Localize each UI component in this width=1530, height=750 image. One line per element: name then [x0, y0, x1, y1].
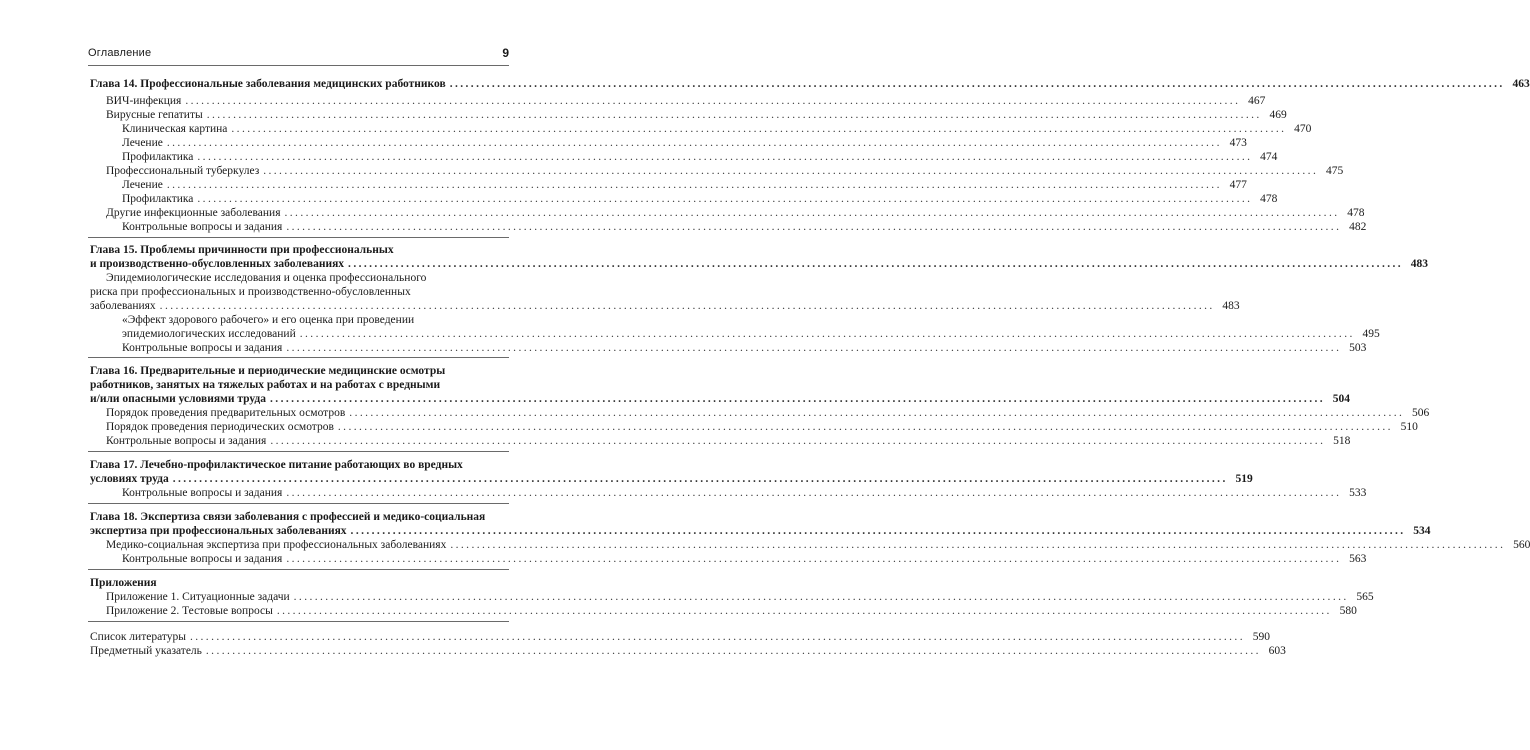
toc-entry-page: 519: [1235, 473, 1253, 485]
toc-entry-title: Контрольные вопросы и задания: [122, 553, 283, 565]
toc-entry-page: 560: [1513, 539, 1530, 551]
toc-entry[interactable]: [122, 122, 1312, 136]
dot-leader: ........................................................................................................................................................................................................: [166, 179, 1222, 191]
toc-entry[interactable]: [106, 206, 1365, 220]
toc-entry-chapter-14[interactable]: [90, 77, 1530, 91]
chapter-18-title-line[interactable]: Глава 18. Экспертиза связи заболевания с профессией и медико-социальная: [90, 511, 486, 523]
toc-entry-page: 503: [1349, 342, 1367, 354]
dot-leader: ........................................................................................................................................................................................................: [197, 193, 1253, 205]
toc-entry-title: Профилактика: [122, 151, 194, 163]
toc-entry[interactable]: [122, 327, 1380, 341]
toc-entry-title: Лечение: [122, 179, 163, 191]
toc-entry-page: 469: [1269, 109, 1287, 121]
toc-entry-page: 603: [1268, 645, 1286, 657]
toc-entry-references[interactable]: [90, 630, 1270, 644]
toc-entry-page: 495: [1362, 328, 1380, 340]
toc-entry-title: Лечение: [122, 137, 163, 149]
toc-entry-title: Порядок проведения периодических осмотров: [106, 421, 334, 433]
dot-leader: ........................................................................................................................................................................................................: [286, 487, 1342, 499]
toc-entry-page: 580: [1339, 605, 1357, 617]
toc-entry-index[interactable]: [90, 644, 1286, 658]
toc-entry[interactable]: [106, 164, 1344, 178]
toc-entry[interactable]: [106, 420, 1418, 434]
toc-entry-page: 475: [1325, 165, 1344, 177]
toc-entry[interactable]: [106, 108, 1287, 122]
section-divider: [88, 237, 509, 238]
dot-leader: ........................................................................................................................................................................................................: [337, 421, 1393, 433]
dot-leader: ........................................................................................................................................................................................................: [270, 435, 1326, 447]
dot-leader: ........................................................................................................................................................................................................: [293, 591, 1349, 603]
toc-entry-title: Предметный указатель: [90, 645, 202, 657]
toc-entry-page: 534: [1413, 525, 1431, 537]
dot-leader: ........................................................................................................................................................................................................: [205, 645, 1261, 657]
toc-entry-chapter-15[interactable]: [90, 257, 1429, 271]
toc-entry-title: Глава 14. Профессиональные заболевания медицинских работников: [90, 78, 446, 90]
dot-leader: ........................................................................................................................................................................................................: [185, 95, 1241, 107]
section-divider: [88, 621, 509, 622]
toc-entry[interactable]: [122, 178, 1247, 192]
toc-entry-title-line[interactable]: «Эффект здорового рабочего» и его оценка при проведении: [122, 314, 415, 326]
dot-leader: ........................................................................................................................................................................................................: [449, 78, 1505, 90]
toc-entry-title: условиях труда: [90, 473, 169, 485]
section-divider: [88, 503, 509, 504]
toc-entry-page: 563: [1349, 553, 1367, 565]
toc-entry-title: Контрольные вопросы и задания: [106, 435, 267, 447]
toc-entry-title: эпидемиологических исследований: [122, 328, 296, 340]
toc-entry[interactable]: [122, 150, 1278, 164]
toc-entry[interactable]: [90, 299, 1240, 313]
toc-entry[interactable]: [122, 341, 1367, 355]
toc-entry-chapter-17[interactable]: [90, 472, 1253, 486]
toc-entry-page: 478: [1260, 193, 1278, 205]
toc-entry-page: 482: [1349, 221, 1367, 233]
dot-leader: ........................................................................................................................................................................................................: [197, 151, 1253, 163]
toc-entry-title-line[interactable]: Эпидемиологические исследования и оценка профессионального: [106, 272, 427, 284]
toc-entry-title: Медико-социальная экспертиза при профессиональных заболеваниях: [106, 539, 447, 551]
toc-entry[interactable]: [106, 538, 1530, 552]
toc-entry[interactable]: [122, 192, 1278, 206]
toc-entry-title: Приложение 2. Тестовые вопросы: [106, 605, 273, 617]
toc-entry-page: 590: [1252, 631, 1270, 643]
toc-entry[interactable]: [122, 486, 1367, 500]
page-number: 9: [502, 46, 509, 60]
toc-entry[interactable]: [106, 406, 1430, 420]
toc-entry-title: Клиническая картина: [122, 123, 228, 135]
toc-entry-title: экспертиза при профессиональных заболеваниях: [90, 525, 347, 537]
dot-leader: ........................................................................................................................................................................................................: [270, 393, 1326, 405]
toc-entry[interactable]: [122, 136, 1247, 150]
toc-entry[interactable]: [106, 94, 1266, 108]
dot-leader: ........................................................................................................................................................................................................: [263, 165, 1319, 177]
toc-entry-page: 533: [1349, 487, 1367, 499]
dot-leader: ........................................................................................................................................................................................................: [276, 605, 1332, 617]
toc-entry[interactable]: [122, 552, 1367, 566]
toc-entry-title: Список литературы: [90, 631, 186, 643]
toc-entry-title: и производственно-обусловленных заболеваниях: [90, 258, 345, 270]
dot-leader: ........................................................................................................................................................................................................: [166, 137, 1222, 149]
dot-leader: ........................................................................................................................................................................................................: [284, 207, 1340, 219]
toc-entry-title: Контрольные вопросы и задания: [122, 221, 283, 233]
dot-leader: ........................................................................................................................................................................................................: [286, 553, 1342, 565]
dot-leader: ........................................................................................................................................................................................................: [159, 300, 1215, 312]
dot-leader: ........................................................................................................................................................................................................: [231, 123, 1287, 135]
toc-entry-title-line[interactable]: риска при профессиональных и производственно-обусловленных: [90, 286, 411, 298]
dot-leader: ........................................................................................................................................................................................................: [189, 631, 1245, 643]
toc-entry-title: ВИЧ-инфекция: [106, 95, 182, 107]
dot-leader: ........................................................................................................................................................................................................: [172, 473, 1228, 485]
toc-entry-page: 470: [1294, 123, 1312, 135]
chapter-16-title-line[interactable]: работников, занятых на тяжелых работах и на работах с вредными: [90, 379, 441, 391]
toc-entry-page: 565: [1356, 591, 1374, 603]
toc-entry-title: Профессиональный туберкулез: [106, 165, 260, 177]
toc-entry-chapter-18[interactable]: [90, 524, 1431, 538]
dot-leader: ........................................................................................................................................................................................................: [450, 539, 1506, 551]
dot-leader: ........................................................................................................................................................................................................: [350, 525, 1406, 537]
toc-entry-page: 467: [1248, 95, 1266, 107]
toc-entry-title: Контрольные вопросы и задания: [122, 342, 283, 354]
toc-entry-title: Порядок проведения предварительных осмотров: [106, 407, 346, 419]
section-divider: [88, 569, 509, 570]
section-divider: [88, 357, 509, 358]
toc-entry-page: 463: [1512, 78, 1530, 90]
toc-entry-page: 474: [1260, 151, 1278, 163]
toc-entry-page: 504: [1332, 393, 1351, 405]
dot-leader: ........................................................................................................................................................................................................: [286, 342, 1342, 354]
toc-entry-page: 483: [1222, 300, 1240, 312]
toc-entry-title: Профилактика: [122, 193, 194, 205]
section-divider: [88, 451, 509, 452]
toc-entry-chapter-16[interactable]: [90, 392, 1351, 406]
toc-entry-title: Приложение 1. Ситуационные задачи: [106, 591, 290, 603]
toc-entry-page: 478: [1347, 207, 1365, 219]
dot-leader: ........................................................................................................................................................................................................: [299, 328, 1355, 340]
chapter-16-title-line[interactable]: Глава 16. Предварительные и периодические медицинские осмотры: [90, 365, 446, 377]
toc-entry[interactable]: [122, 220, 1367, 234]
toc-entry-page: 483: [1410, 258, 1429, 270]
toc-entry-page: 510: [1400, 421, 1418, 433]
toc-entry-page: 473: [1229, 137, 1247, 149]
toc-entry-page: 506: [1412, 407, 1430, 419]
toc-entry[interactable]: [106, 604, 1357, 618]
toc-entry[interactable]: [106, 434, 1351, 448]
dot-leader: ........................................................................................................................................................................................................: [348, 258, 1404, 270]
toc-entry-title: Другие инфекционные заболевания: [106, 207, 281, 219]
toc-entry-page: 518: [1333, 435, 1351, 447]
appendix-title[interactable]: Приложения: [90, 577, 157, 589]
toc-entry-title: и/или опасными условиями труда: [90, 393, 267, 405]
toc-entry-title: заболеваниях: [90, 300, 156, 312]
chapter-17-title-line[interactable]: Глава 17. Лечебно-профилактическое питание работающих во вредных: [90, 459, 463, 471]
dot-leader: ........................................................................................................................................................................................................: [206, 109, 1262, 121]
chapter-15-title-line[interactable]: Глава 15. Проблемы причинности при профессиональных: [90, 244, 394, 256]
toc-entry-page: 477: [1229, 179, 1247, 191]
dot-leader: ........................................................................................................................................................................................................: [349, 407, 1405, 419]
toc-entry-title: Вирусные гепатиты: [106, 109, 203, 121]
dot-leader: ........................................................................................................................................................................................................: [286, 221, 1342, 233]
toc-entry[interactable]: [106, 590, 1374, 604]
running-title: Оглавление: [88, 47, 152, 59]
toc-entry-title: Контрольные вопросы и задания: [122, 487, 283, 499]
